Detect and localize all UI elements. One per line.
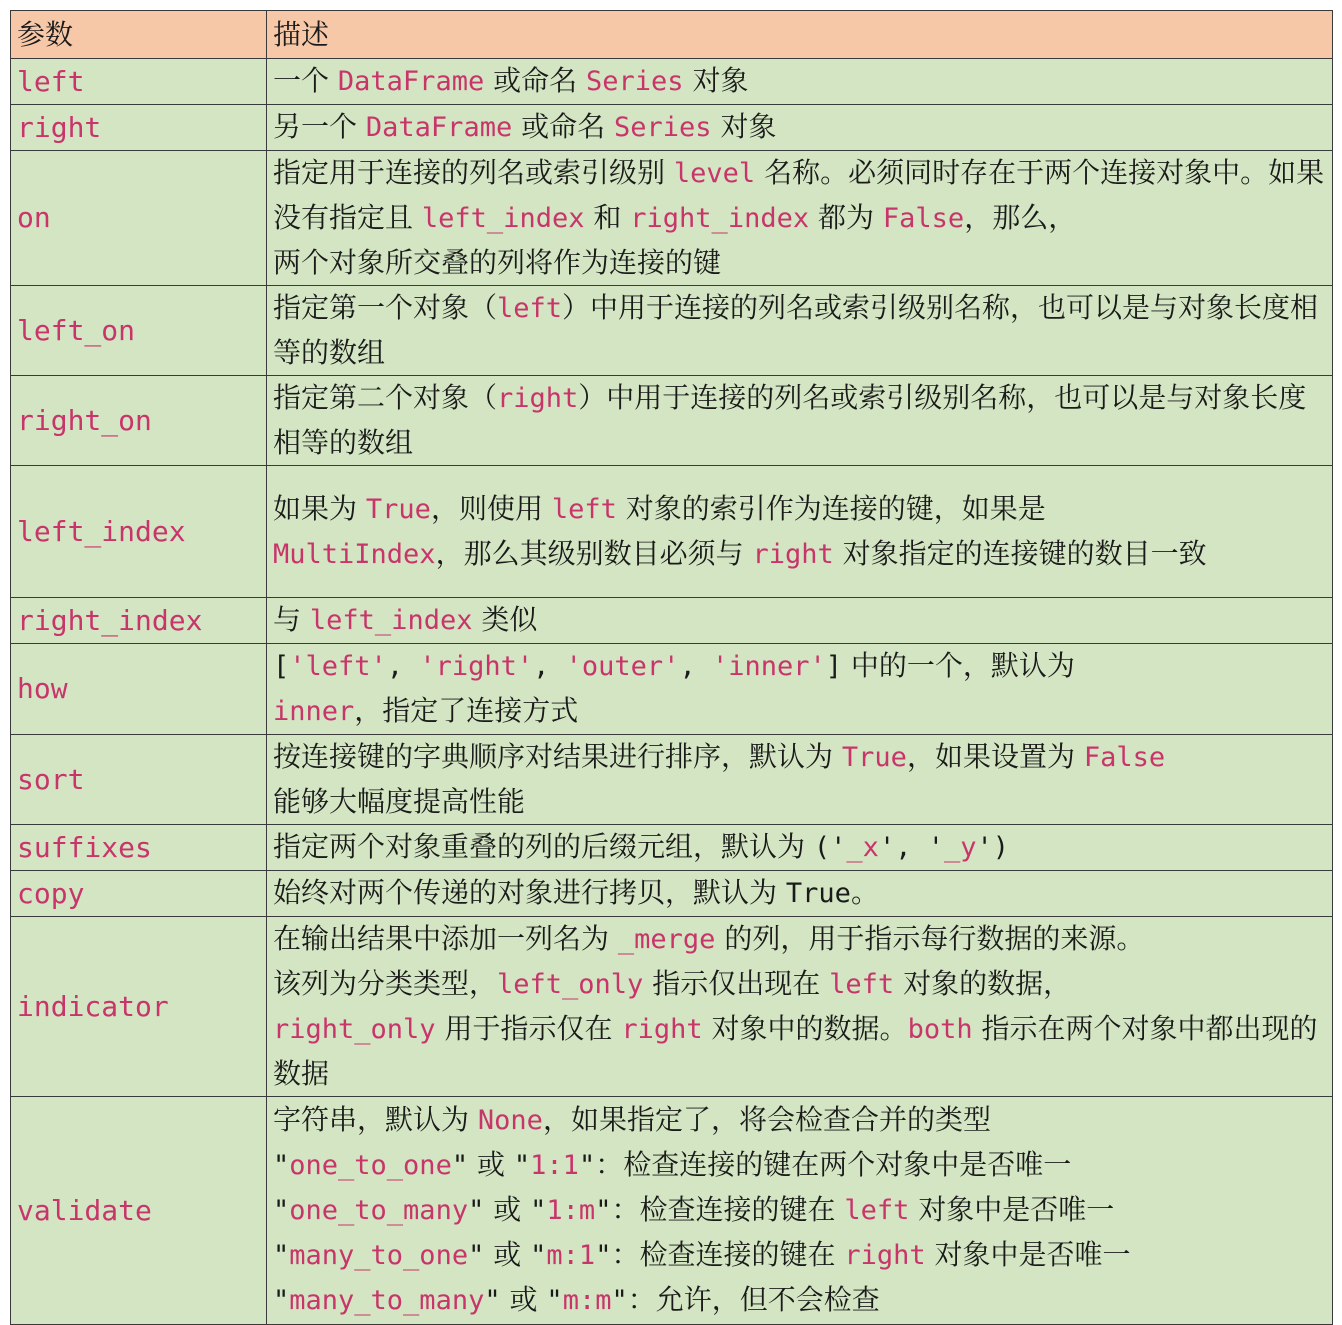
param-table-container: [10, 10, 1333, 1325]
table-row: [11, 376, 1333, 466]
code-punct: ": [468, 1195, 485, 1226]
code-token: _x: [846, 832, 879, 863]
desc-text: 如果为: [273, 491, 366, 525]
desc-text: 对象中是否唯一: [909, 1193, 1115, 1226]
desc-text: 该列为分类类型，: [273, 967, 498, 1000]
table-row: [11, 105, 1333, 151]
code-token: False: [882, 203, 965, 234]
code-token: left_only: [497, 969, 644, 1000]
code-punct: ": [611, 1285, 628, 1316]
desc-text: 中的一个，默认为: [842, 649, 1075, 682]
code-token: right: [621, 1014, 703, 1045]
desc-text: 都为: [809, 201, 883, 234]
description-cell: [267, 59, 1333, 105]
code-token: Series: [614, 112, 712, 143]
desc-text: 或: [484, 1193, 531, 1226]
code-token: many_to_one: [289, 1240, 469, 1271]
desc-text: 始终对两个传递的对象进行拷贝，默认为: [273, 876, 786, 909]
desc-text: ，那么，: [964, 201, 1077, 234]
code-token: 1:1: [530, 1150, 579, 1181]
desc-text: 一个: [273, 64, 338, 97]
desc-text: 指定两个对象重叠的列的后缀元组，默认为: [273, 830, 814, 863]
desc-text: 或: [500, 1283, 547, 1316]
code-token: right_only: [273, 1014, 436, 1045]
desc-text: 。: [850, 876, 879, 909]
code-token: right_index: [630, 203, 810, 234]
desc-text: 字符串，默认为: [273, 1103, 478, 1136]
param-name-cell: how: [11, 644, 267, 735]
desc-text: 或: [468, 1148, 514, 1181]
desc-text: 指示在两个对象中都出现的数据: [273, 1012, 1318, 1090]
desc-text: ：检查连接的键在两个对象中是否唯一: [595, 1148, 1072, 1181]
desc-text: 另一个: [273, 110, 366, 143]
code-token: DataFrame: [337, 66, 485, 97]
table-row: [11, 644, 1333, 735]
description-cell: [267, 598, 1333, 644]
description-cell: [267, 871, 1333, 917]
description-cell: [267, 151, 1333, 286]
code-token: right: [752, 538, 834, 570]
param-name-cell: on: [11, 151, 267, 286]
code-punct: ,: [533, 651, 566, 682]
code-punct: ": [484, 1285, 501, 1316]
description-cell: [267, 644, 1333, 735]
code-token: right: [844, 1240, 926, 1271]
param-name-cell: right_index: [11, 598, 267, 644]
code-token: left: [844, 1195, 910, 1226]
code-punct: ": [578, 1150, 596, 1181]
code-punct: ": [530, 1240, 547, 1271]
table-row: [11, 151, 1333, 286]
code-punct: ": [595, 1195, 612, 1226]
code-punct: ": [595, 1240, 612, 1271]
desc-text: 对象指定的连接键的数目一致: [833, 536, 1207, 570]
code-token: level: [673, 158, 756, 189]
desc-text: 类似: [472, 603, 538, 636]
code-punct: ": [546, 1285, 563, 1316]
desc-text: ，则使用: [430, 491, 552, 525]
desc-text: ）中用于连接的列名或索引级别名称，也可以是与对象长度相等的数组: [273, 291, 1319, 369]
code-punct: ,: [679, 651, 712, 682]
desc-text: 指示仅出现在: [643, 967, 830, 1000]
code-token: 'inner': [711, 651, 826, 682]
param-name-cell: right: [11, 105, 267, 151]
param-name-cell: left_on: [11, 286, 267, 376]
code-token: left: [551, 493, 617, 525]
desc-text: 对象: [711, 110, 777, 143]
table-row: [11, 917, 1333, 1097]
parameter-table: [10, 10, 1333, 1325]
table-row: [11, 59, 1333, 105]
code-token: 'outer': [565, 651, 680, 682]
desc-text: 或命名: [512, 110, 615, 143]
description-column-header: 描述: [267, 11, 1333, 59]
param-column-header: 参数: [11, 11, 267, 59]
desc-text: ：检查连接的键在: [611, 1238, 845, 1271]
desc-text: 的列，用于指示每行数据的来源。: [715, 922, 1145, 955]
desc-text: 名称。必须同时存在于两个连接对象中。如果没有指定且: [273, 156, 1325, 234]
code-punct: ": [513, 1150, 531, 1181]
code-token: 1:m: [546, 1195, 596, 1226]
code-punct: ', ': [878, 832, 944, 863]
code-punct: [: [273, 651, 290, 682]
desc-text: ，那么其级别数目必须与: [435, 536, 753, 570]
code-token: left_index: [309, 605, 473, 636]
code-punct: ": [273, 1285, 290, 1316]
param-name-cell: validate: [11, 1097, 267, 1325]
param-name-cell: copy: [11, 871, 267, 917]
code-punct: ,: [386, 651, 420, 682]
desc-text: 与: [273, 603, 310, 636]
desc-text: 对象的索引作为连接的键，如果是: [616, 491, 1046, 525]
description-cell: [267, 735, 1333, 825]
code-punct: '): [976, 832, 1009, 863]
code-token: one_to_many: [289, 1195, 469, 1226]
code-token: left: [829, 969, 895, 1000]
desc-text: 指定第一个对象（: [273, 291, 498, 324]
code-token: 'right': [419, 651, 534, 682]
desc-text: 对象的数据，: [894, 967, 1072, 1000]
table-body: [11, 59, 1333, 1325]
code-token: right: [497, 383, 579, 414]
table-row: [11, 825, 1333, 871]
code-token: inner: [273, 696, 355, 727]
code-token: False: [1083, 742, 1166, 773]
code-punct: ": [468, 1240, 485, 1271]
code-token: Series: [586, 66, 684, 97]
code-token: True: [841, 742, 907, 773]
description-cell: [267, 466, 1333, 598]
desc-text: 对象中是否唯一: [925, 1238, 1131, 1271]
header-row: [11, 11, 1333, 59]
code-token: m:m: [562, 1285, 612, 1316]
description-cell: [267, 917, 1333, 1097]
desc-text: 或: [484, 1238, 531, 1271]
description-cell: [267, 286, 1333, 376]
code-token: 'left': [289, 651, 387, 682]
code-punct: ": [273, 1240, 290, 1271]
code-token: left: [497, 293, 563, 324]
table-row: [11, 735, 1333, 825]
desc-text: 指定用于连接的列名或索引级别: [273, 156, 674, 189]
code-token: many_to_many: [289, 1285, 485, 1316]
code-token: MultiIndex: [273, 538, 436, 570]
param-name-cell: left: [11, 59, 267, 105]
param-name-cell: indicator: [11, 917, 267, 1097]
desc-text: 对象中的数据。: [702, 1012, 908, 1045]
desc-text: 用于指示仅在: [435, 1012, 622, 1045]
param-name-cell: sort: [11, 735, 267, 825]
code-punct: ": [273, 1195, 290, 1226]
code-punct: True: [785, 878, 851, 909]
desc-text: 能够大幅度提高性能: [273, 785, 526, 818]
desc-text: 按连接键的字典顺序对结果进行排序，默认为: [273, 740, 842, 773]
table-row: [11, 1097, 1333, 1325]
code-token: left_index: [421, 203, 585, 234]
code-token: _merge: [617, 924, 716, 955]
code-token: None: [477, 1105, 543, 1136]
code-punct: ": [530, 1195, 547, 1226]
param-name-cell: left_index: [11, 466, 267, 598]
table-row: [11, 466, 1333, 598]
desc-text: 和: [584, 201, 631, 234]
desc-text: 指定第二个对象（: [273, 381, 498, 414]
description-cell: [267, 105, 1333, 151]
table-row: [11, 871, 1333, 917]
desc-text: ，如果指定了，将会检查合并的类型: [542, 1103, 991, 1136]
param-name-cell: suffixes: [11, 825, 267, 871]
code-punct: ": [451, 1150, 469, 1181]
desc-text: 对象: [683, 64, 749, 97]
code-token: one_to_one: [289, 1150, 452, 1181]
code-token: True: [365, 493, 431, 525]
desc-text: ）中用于连接的列名或索引级别名称，也可以是与对象长度相等的数组: [273, 381, 1307, 459]
description-cell: [267, 376, 1333, 466]
desc-text: 两个对象所交叠的列将作为连接的键: [273, 246, 722, 279]
table-row: [11, 598, 1333, 644]
code-token: _y: [943, 832, 977, 863]
desc-text: ，如果设置为: [906, 740, 1084, 773]
description-cell: [267, 1097, 1333, 1325]
code-token: m:1: [546, 1240, 596, 1271]
code-punct: ]: [825, 651, 843, 682]
desc-text: ，指定了连接方式: [354, 694, 579, 727]
table-row: [11, 286, 1333, 376]
code-punct: ": [273, 1150, 290, 1181]
desc-text: ：检查连接的键在: [611, 1193, 845, 1226]
code-punct: (': [813, 832, 847, 863]
description-cell: [267, 825, 1333, 871]
code-token: both: [907, 1014, 973, 1045]
desc-text: ：允许，但不会检查: [627, 1283, 880, 1316]
param-name-cell: right_on: [11, 376, 267, 466]
desc-text: 在输出结果中添加一列名为: [273, 922, 618, 955]
code-token: DataFrame: [365, 112, 513, 143]
desc-text: 或命名: [484, 64, 587, 97]
